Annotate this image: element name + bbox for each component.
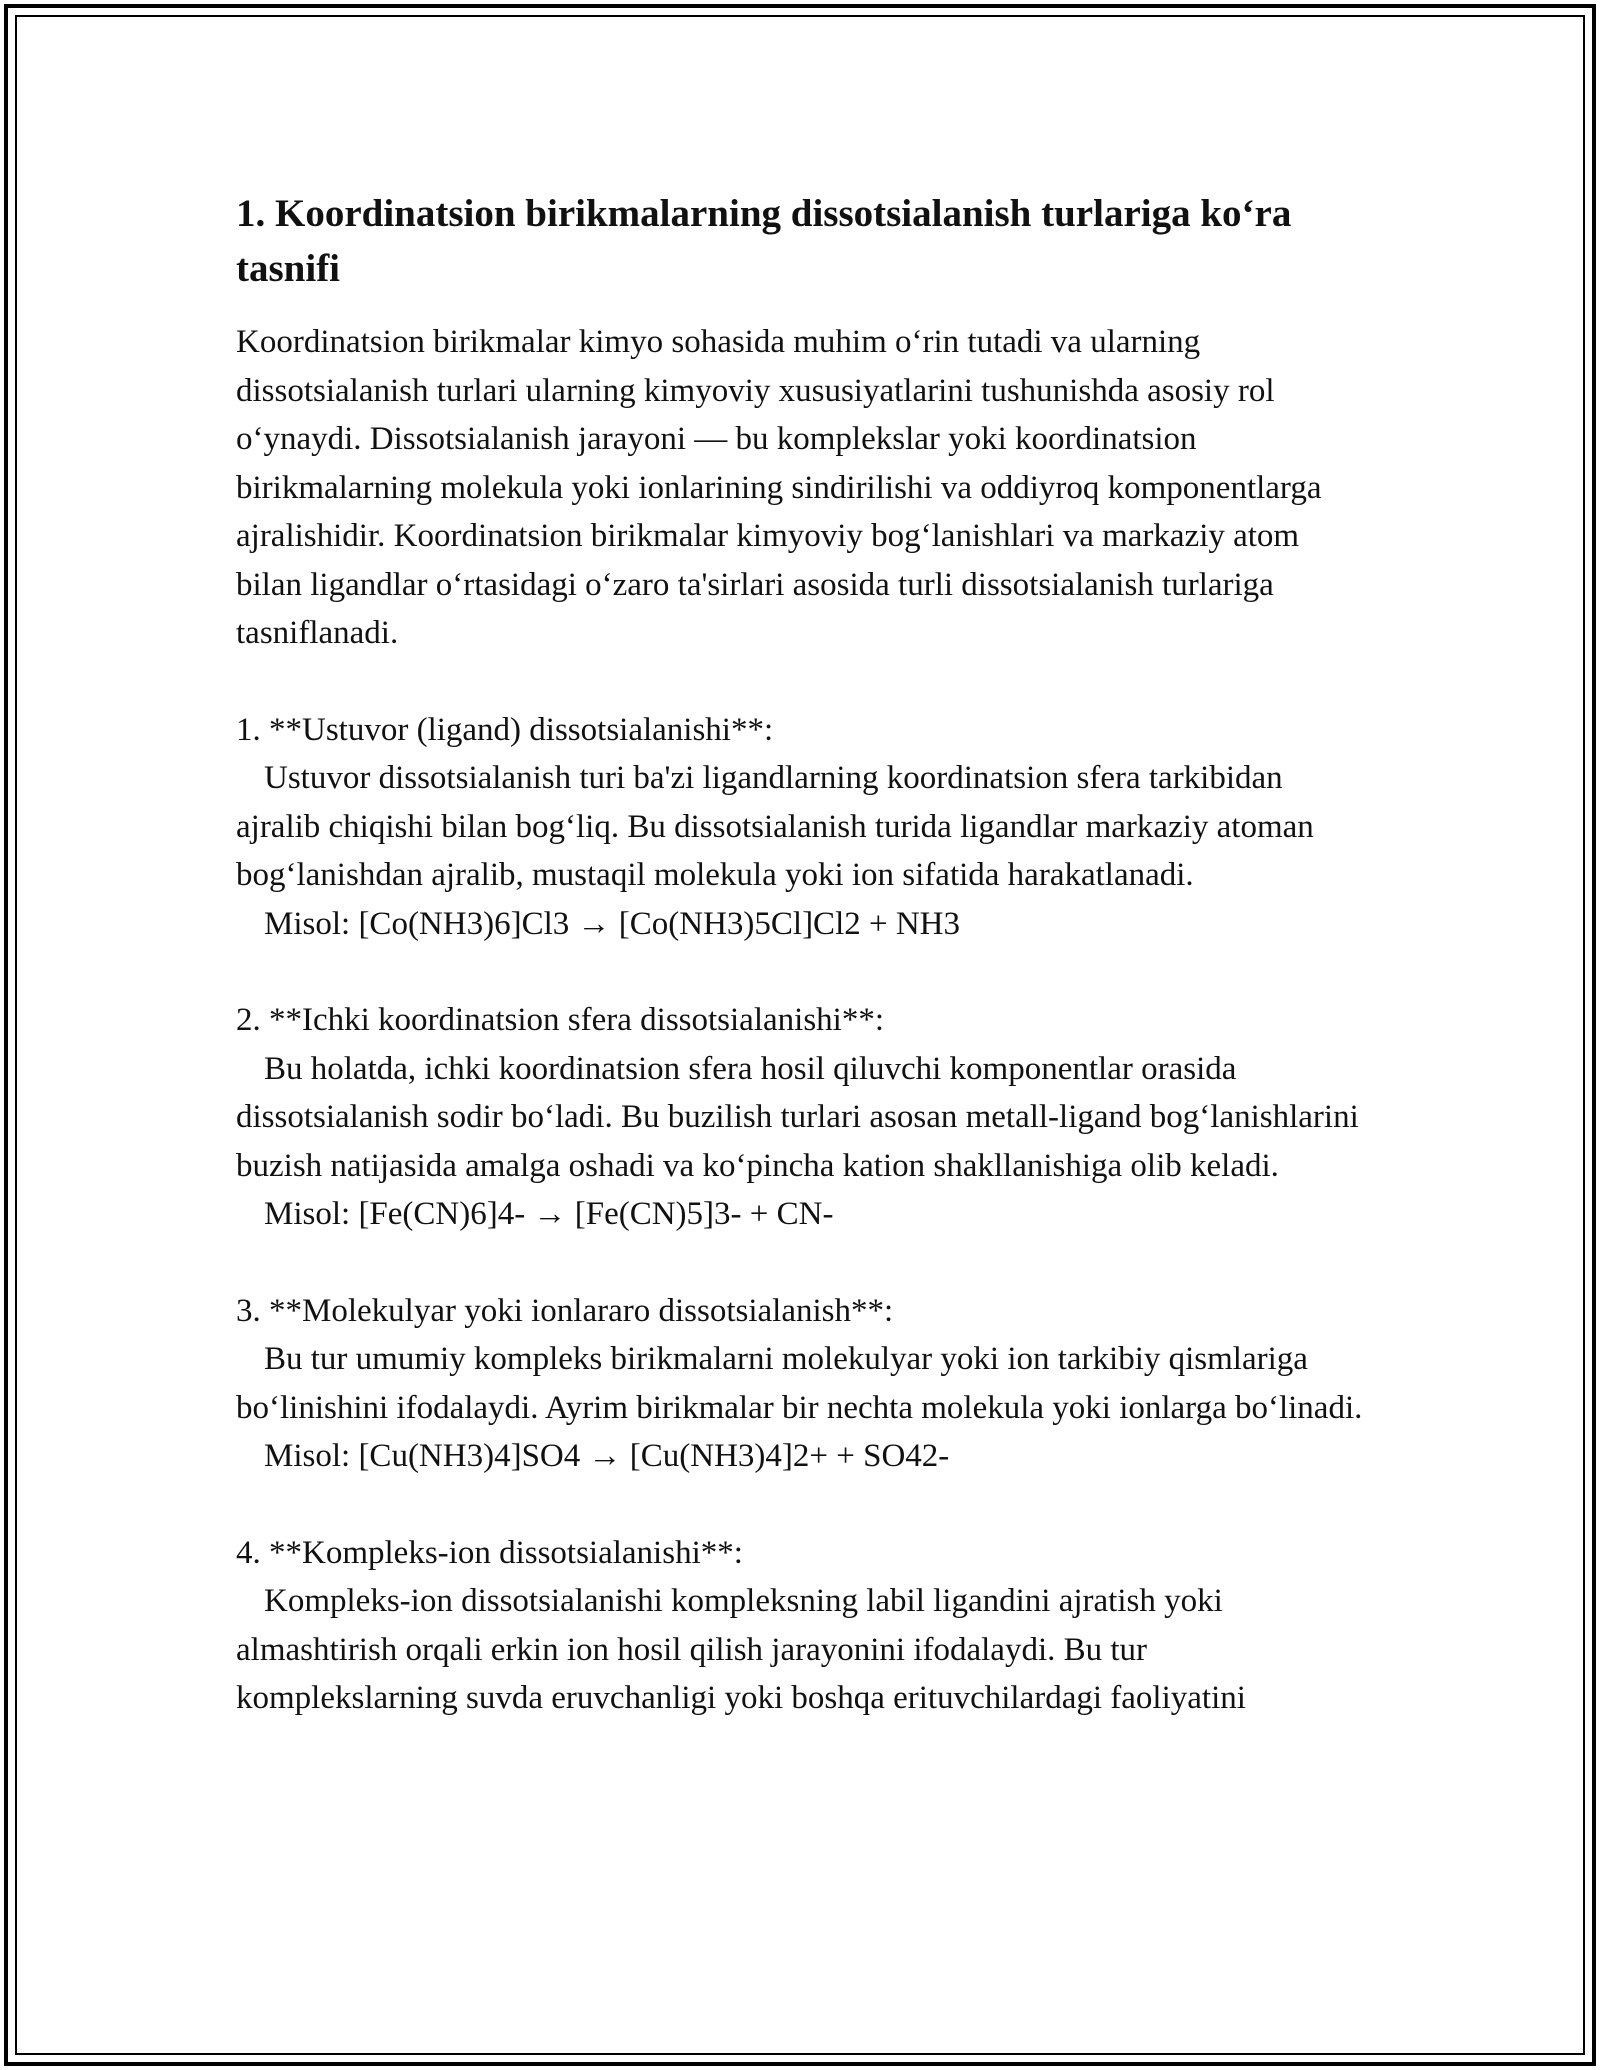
intro-paragraph: Koordinatsion birikmalar kimyo sohasida muhim o‘rin tutadi va ularning dissotsialanish turlari ularning kimyoviy xususiyatlarini tushunishda asosiy rol o‘ynaydi. Dissotsialanish jarayoni — bu komplekslar yoki koordinatsion birikmalarning molekula yoki ionlarining sindirilishi va oddiyroq komponentlarga ajralishidir. Koordinatsion birikmalar kimyoviy bog‘lanishlari va markaziy atom bilan ligandlar o‘rtasidagi o‘zaro ta'sirlari asosida turli dissotsialanish turlariga tasniflanadi. [236, 324, 1322, 651]
section-heading: 3. **Molekulyar yoki ionlararo dissotsialanish**: [236, 1292, 894, 1329]
section-body: Ustuvor dissotsialanish turi ba'zi ligandlarning koordinatsion sfera tarkibidan ajralib chiqishi bilan bog‘liq. Bu dissotsialanish turida ligandlar markaziy atoman bog‘lanishdan ajralib, mustaqil molekula yoki ion sifatida harakatlanadi. [236, 760, 1314, 893]
section-heading: 2. **Ichki koordinatsion sfera dissotsialanishi**: [236, 1002, 884, 1038]
section-4 [236, 1529, 1366, 1723]
section-3 [236, 1287, 1366, 1481]
section-heading: 4. **Kompleks-ion dissotsialanishi**: [236, 1534, 743, 1571]
section-example: Misol: [Cu(NH3)4]SO4 → [Cu(NH3)4]2+ + SO42- [264, 1438, 950, 1474]
section-example: Misol: [Fe(CN)6]4- → [Fe(CN)5]3- + CN- [264, 1196, 834, 1232]
section-1 [236, 706, 1366, 949]
document-title: 1. Koordinatsion birikmalarning dissotsialanish turlariga ko‘ra tasnifi [236, 192, 1292, 290]
section-2 [236, 996, 1366, 1239]
section-example: Misol: [Co(NH3)6]Cl3 → [Co(NH3)5Cl]Cl2 + NH3 [264, 905, 961, 942]
section-body: Kompleks-ion dissotsialanishi kompleksning labil ligandini ajratish yoki almashtirish orqali erkin ion hosil qilish jarayonini ifodalaydi. Bu tur komplekslarning suvda eruvchanligi yoki boshqa erituvchilardagi faoliyatini [236, 1583, 1246, 1716]
section-body: Bu tur umumiy kompleks birikmalarni molekulyar yoki ion tarkibiy qismlariga bo‘linishini ifodalaydi. Ayrim birikmalar bir nechta molekula yoki ionlarga bo‘linadi. [236, 1341, 1363, 1426]
section-body: Bu holatda, ichki koordinatsion sfera hosil qiluvchi komponentlar orasida dissotsialanish sodir bo‘ladi. Bu buzilish turlari asosan metall-ligand bog‘lanishlarini buzish natijasida amalga oshadi va ko‘pincha kation shakllanishiga olib keladi. [236, 1050, 1359, 1184]
document-page [236, 186, 1366, 1771]
section-heading: 1. **Ustuvor (ligand) dissotsialanishi**: [236, 711, 774, 748]
